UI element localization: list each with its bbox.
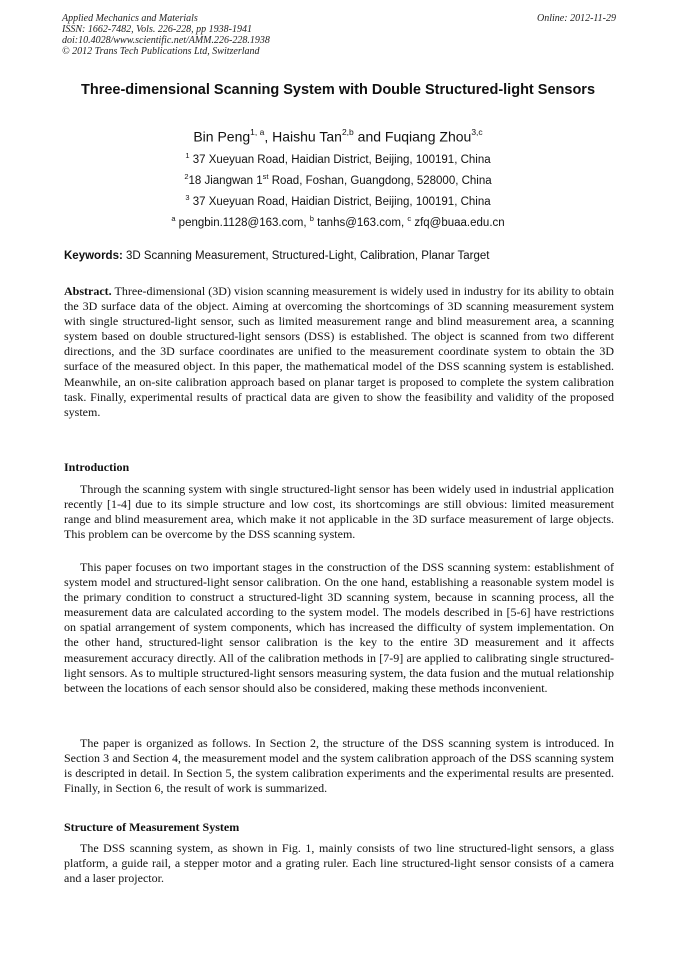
abstract-label: Abstract. [64, 284, 112, 298]
keywords-label: Keywords: [64, 250, 123, 262]
author-affil-mark: 2,b [341, 127, 354, 137]
abstract [64, 284, 614, 420]
author-name: Haishu Tan [272, 128, 342, 145]
ordinal-suffix: st [262, 172, 269, 181]
paper-title: Three-dimensional Scanning System with Double Structured-light Sensors [80, 82, 596, 98]
affiliation-2 [64, 170, 612, 188]
email-address: tanhs@163.com, [313, 216, 408, 229]
affil-mark: 1 [185, 151, 190, 160]
affil-text: 37 Xueyuan Road, Haidian District, Beijing, 100191, China [189, 195, 491, 208]
author-line [64, 124, 612, 146]
running-header [62, 13, 616, 57]
structure-paragraph-1: The DSS scanning system, as shown in Fig. 1, mainly consists of two line structured-light sensors, a glass platform, a guide rail, a stepper motor and a grating ruler. Each line structured-light sensor consists of a camera and a laser projector. [64, 841, 614, 886]
author-name: Fuqiang Zhou [384, 128, 472, 145]
affil-mark: 3 [185, 193, 190, 202]
author-separator: and [353, 128, 385, 145]
email-address: pengbin.1128@163.com, [175, 216, 310, 229]
section-heading-structure: Structure of Measurement System [64, 820, 240, 834]
author-separator: , [264, 128, 273, 145]
doi-line: doi:10.4028/www.scientific.net/AMM.226-228.1938 [62, 35, 270, 46]
author-affil-mark: 1, a [250, 127, 265, 137]
affil-text: 18 Jiangwan 1 [188, 174, 263, 187]
affiliation-3 [64, 191, 612, 209]
section-heading-introduction: Introduction [64, 460, 130, 474]
intro-paragraph-2: This paper focuses on two important stages in the construction of the DSS scanning system: establishment of system model and structured-light sensor calibration. On the one hand, establishing a reasonable system model is the primary condition to construct a structured-light 3D scanning system, because in scanning process, all the measurement data are calculated according to the system model. The models described in [5-6] have restrictions on spatial arrangement of system components, which has increased the difficulty of system implementation. On the other hand, structured-light sensor calibration is the key to the entire 3D measurement and it affects measurement accuracy directly. All of the calibration methods in [7-9] are applied to calibrating single structured-light sensors. As to multiple structured-light sensors measuring system, the data fusion and the mutual relationship between the locations of each sensor should also be considered, making these methods inconvenient. [64, 560, 614, 695]
issn-line: ISSN: 1662-7482, Vols. 226-228, pp 1938-1941 [62, 24, 252, 35]
email-mark: b [309, 214, 314, 223]
author-name: Bin Peng [193, 128, 251, 145]
affil-text: Road, Foshan, Guangdong, 528000, China [268, 174, 492, 187]
keywords [64, 249, 618, 263]
author-affil-mark: 3,c [471, 127, 483, 137]
online-date: Online: 2012-11-29 [537, 13, 616, 24]
email-mark: c [407, 214, 412, 223]
affil-text: 37 Xueyuan Road, Haidian District, Beijing, 100191, China [189, 153, 491, 166]
intro-paragraph-3: The paper is organized as follows. In Section 2, the structure of the DSS scanning system is introduced. In Section 3 and Section 4, the measurement model and the system calibration approach of the DSS scanning system is descripted in detail. In Section 5, the system calibration experiments and the experimental results are presented. Finally, in Section 6, the result of work is summarized. [64, 736, 614, 796]
keywords-text: 3D Scanning Measurement, Structured-Light, Calibration, Planar Target [122, 250, 490, 262]
email-mark: a [171, 214, 176, 223]
journal-name: Applied Mechanics and Materials [62, 13, 198, 24]
intro-paragraph-1: Through the scanning system with single structured-light sensor has been widely used in industrial application recently [1-4] due to its simple structure and low cost, its shortcomings are still obvious: limited measurement range and blind measurement area, which make it not applicable in the 3D surface measurement of large objects. This problem can be overcome by the DSS scanning system. [64, 482, 614, 542]
email-line [64, 212, 612, 230]
affiliation-1 [64, 149, 612, 167]
affil-mark: 2 [184, 172, 189, 181]
copyright-line: © 2012 Trans Tech Publications Ltd, Switzerland [62, 46, 260, 57]
abstract-text: Three-dimensional (3D) vision scanning measurement is widely used in industry for its ability to obtain the 3D surface data of the object. Aiming at overcoming the shortcomings of 3D scanning measurement system with single structured-light sensor, such as limited measurement range and blind measurement area, a scanning system based on double structured-light sensors (DSS) is established. The object is scanned from two different directions, and the 3D surface coordinates are unified to the measurement coordinate system to obtain the 3D surface of the measured object. In this paper, the mathematical model of the DSS scanning system is established. Meanwhile, an on-site calibration approach based on planar target is proposed to complete the system calibration task. Finally, experimental results of practical data are given to show the feasibility and validity of the proposed system. [64, 284, 614, 419]
email-address: zfq@buaa.edu.cn [411, 216, 505, 229]
